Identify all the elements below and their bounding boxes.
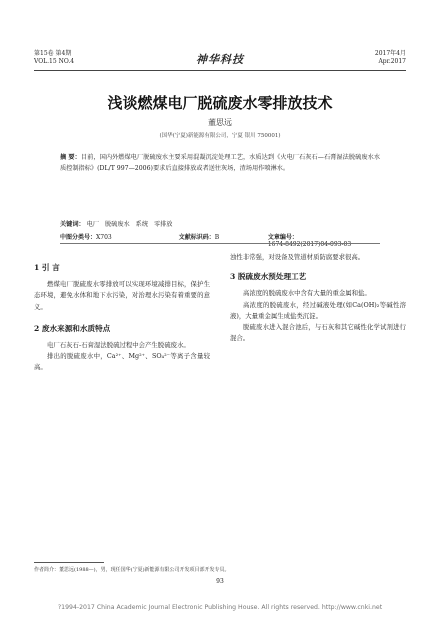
issue-date-cn: 2017年4月 <box>374 50 406 57</box>
body-paragraph: 排出的脱硫废水中，Ca²⁺、Mg²⁺、SO₄²⁻等离子含量较高。 <box>34 352 210 372</box>
body-paragraph: 高浓度的脱硫废水，经过碱液处理(如Ca(OH)₂等碱性溶液)，大量重金属生成盐类沉淀。 <box>230 300 406 320</box>
body-paragraph: 燃煤电厂脱硫废水零排放可以实现环境减排目标，保护生态环境，避免水体和地下水污染，对治理水污染有着重要的意义。 <box>34 280 210 311</box>
running-header <box>34 50 406 68</box>
keyword-item: 脱硫废水 <box>105 221 130 228</box>
abstract-text: 目前，国内外燃煤电厂脱硫废水主要采用混凝沉淀处理工艺，水质达到《火电厂石灰石—石膏湿法脱硫废水水质控制指标》(DL/T 997—2006)要求后直接排放或者送往灰场，渣场用作喷淋水。 <box>60 154 381 172</box>
issue-date-en: Apr.2017 <box>378 58 406 65</box>
section-heading-intro: 1 引 言 <box>34 263 60 272</box>
document-code: 文献标识码：B <box>178 234 220 241</box>
header-rule <box>34 70 406 71</box>
footnote-rule <box>34 562 104 563</box>
abstract-label: 摘 要： <box>60 154 81 161</box>
body-paragraph: 高浓度的脱硫废水中含有大量的重金属和盐。 <box>243 289 371 298</box>
section-heading-pretreatment: 3 脱硫废水预处理工艺 <box>230 272 307 282</box>
volume-issue-en: VOL.15 NO.4 <box>34 58 75 65</box>
keywords <box>60 219 380 228</box>
journal-name: 神华科技 <box>196 53 244 66</box>
issue-date <box>375 50 406 66</box>
body-paragraph: 浊性非常强，对设备及管道材质防腐要求很高。 <box>230 253 365 261</box>
classification-row <box>60 232 380 248</box>
author-affiliation: (国华(宁夏)新能源有限公司，宁夏 银川 750001) <box>159 133 281 139</box>
article-author: 董思远 <box>208 118 232 127</box>
abstract-rule <box>60 243 380 244</box>
article-title: 浅谈燃煤电厂脱硫废水零排放技术 <box>107 94 333 112</box>
clc-number: 中图分类号：X703 <box>60 234 112 241</box>
body-paragraph: 脱硫废水进入混合池后，与石灰和其它碱性化学试剂进行混合。 <box>230 323 406 343</box>
keyword-item: 电厂 <box>86 221 100 228</box>
right-column <box>230 252 406 345</box>
section-heading-source: 2 废水来源和水质特点 <box>34 323 111 333</box>
keyword-item: 系统 <box>135 221 149 228</box>
keyword-item: 零排放 <box>153 221 173 228</box>
left-column <box>34 252 210 374</box>
body-paragraph: 电厂石灰石-石膏湿法脱硫过程中会产生脱硫废水。 <box>47 340 190 349</box>
page-number: 93 <box>216 578 224 585</box>
volume-issue-cn: 第15卷 第4期 <box>34 50 72 57</box>
article-id: 文章编号：1674-8492(2017)04-093-03 <box>267 234 352 248</box>
author-footnote: 作者简介：董思远(1988—)，男，现任国华(宁夏)新能源有限公司开发项目部开发专员。 <box>34 567 230 573</box>
copyright-notice: ?1994-2017 China Academic Journal Electronic Publishing House. All rights reserved. http://www.cnki.net <box>57 604 383 611</box>
keywords-label: 关键词： <box>60 221 85 228</box>
abstract <box>60 152 380 174</box>
